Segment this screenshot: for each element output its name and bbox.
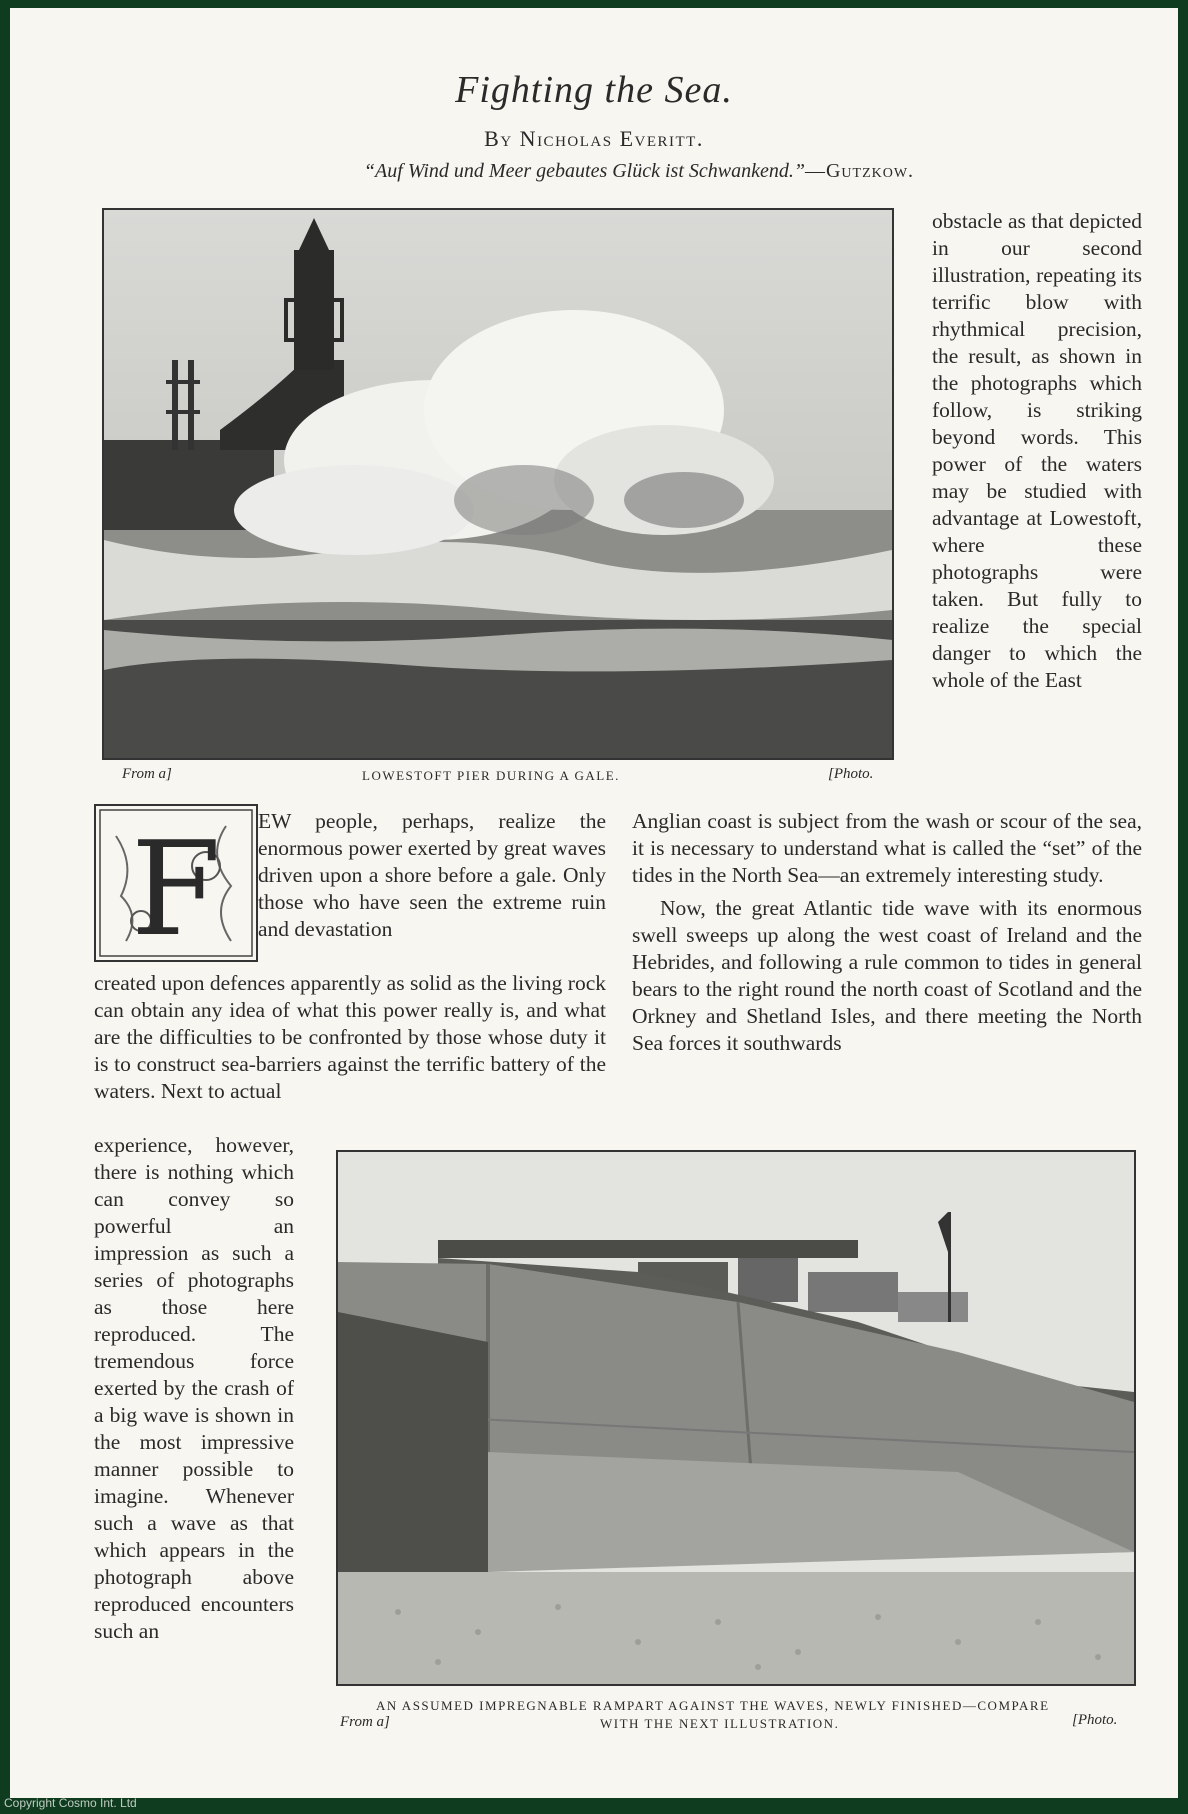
dropcap-letter: F (130, 813, 222, 960)
fig2-credit-right: [Photo. (1072, 1712, 1118, 1728)
fig1-caption: LOWESTOFT PIER DURING A GALE. (362, 768, 620, 783)
first-paragraph-beside-dropcap: EW people, perhaps, realize the enormous power exerted by great waves driven upon a shore before a gale. Only those who have seen the extreme ruin and devastation (258, 809, 606, 941)
ornate-letter-f-icon (96, 806, 256, 960)
epigraph-quote: “Auf Wind und Meer gebautes Glück ist Schwankend.” (363, 160, 805, 182)
text-right-column-middle (632, 808, 1142, 1057)
paragraph: obstacle as that depicted in our second illustration, repeating its terrific blow with rhythmical precision, the result, as shown in the photographs which follow, is striking beyond words. This power of the waters may be studied with advantage at Lowestoft, where these photographs were taken. But fully to realize the special danger to which the whole of the East (932, 209, 1142, 692)
text-right-column-top (932, 208, 1142, 694)
photo-lowestoft-pier (102, 208, 894, 760)
page (10, 8, 1178, 1798)
epigraph-author: —Gutzkow. (804, 160, 915, 182)
byline: By Nicholas Everitt. (484, 126, 704, 151)
fig2-credit-left: From a] (340, 1714, 390, 1730)
photo-rampart (336, 1150, 1136, 1686)
text-left-narrow-column: experience, however, there is nothing which can convey so powerful an impression as such a series of photographs as those here reproduced. The tremendous force exerted by the crash of a big wave is shown in the most impressive manner possible to imagine. Whenever such a wave as that which appears in the photograph above reproduced encounters such an (94, 1133, 294, 1643)
rampart-illustration (338, 1152, 1134, 1684)
dropcap-illustration (94, 804, 258, 962)
paragraph: Now, the great Atlantic tide wave with its enormous swell sweeps up along the west coast of Ireland and the Hebrides, and following a rule common to tides in general bears to the right round the north coast of Scotland and the Orkney and Shetland Isles, and there meeting the North Sea forces it southwards (632, 896, 1142, 1055)
fig2-caption-line2: WITH THE NEXT ILLUSTRATION. (600, 1716, 840, 1731)
paragraph: Anglian coast is subject from the wash or scour of the sea, it is necessary to understand what is called the “set” of the tides in the North Sea—an extremely interesting study. (632, 809, 1142, 887)
fig2-caption-line1: AN ASSUMED IMPREGNABLE RAMPART AGAINST THE WAVES, NEWLY FINISHED—COMPARE (376, 1698, 1050, 1713)
copyright-notice: Copyright Cosmo Int. Ltd (4, 1796, 137, 1810)
article-title: Fighting the Sea. (455, 69, 733, 111)
pier-gale-illustration (104, 210, 892, 758)
fig1-credit-right: [Photo. (828, 766, 874, 782)
first-paragraph-full-width: created upon defences apparently as solid as the living rock can obtain any idea of what this power really is, and what are the difficulties to be confronted by those whose duty it is to construct sea-barriers against the terrific battery of the waters. Next to actual (94, 971, 606, 1103)
fig1-credit-left: From a] (122, 766, 172, 782)
epigraph (10, 160, 1188, 183)
